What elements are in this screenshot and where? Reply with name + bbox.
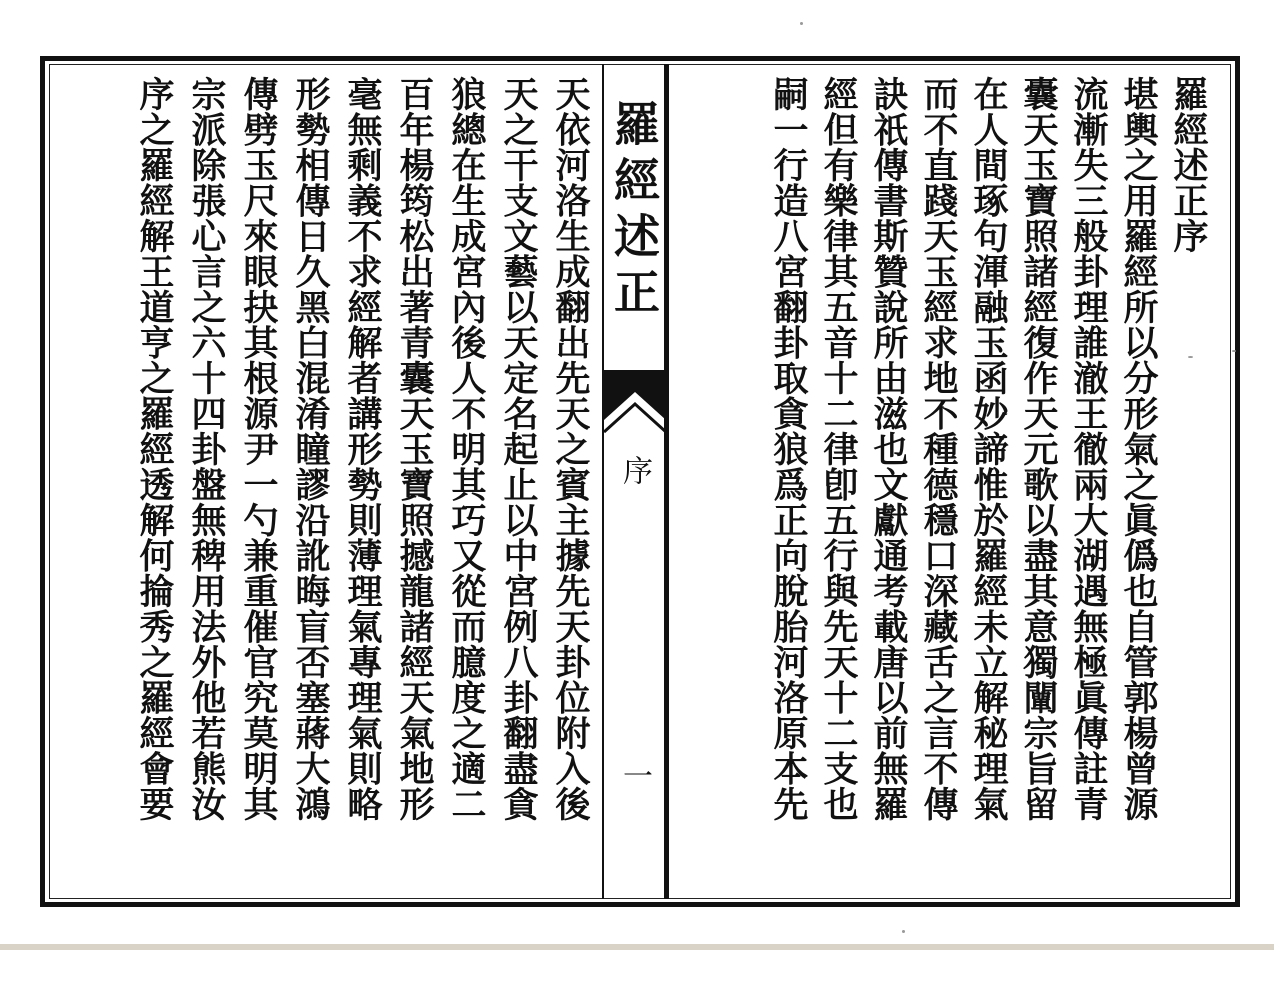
scan-speckle [800, 22, 803, 25]
spine-section-label: 序 [617, 455, 652, 485]
left-col-2: 天之干支文藝以天定名起止以中宮例八卦翻盡貪 [498, 76, 539, 822]
right-col-1: 羅經述正序 [1168, 76, 1209, 254]
right-col-4: 囊天玉寶照諸經復作天元歌以盡其意獨闡宗旨留 [1018, 76, 1059, 822]
right-col-9: 嗣一行造八宮翻卦取貪狼爲正向脫胎河洛原本先 [768, 76, 809, 822]
scan-speckle [1232, 350, 1236, 352]
right-col-2: 堪輿之用羅經所以分形氣之眞僞也自管郭楊曾源 [1118, 76, 1159, 822]
left-col-4: 百年楊筠松出著青囊天玉寶照撼龍諸經天氣地形 [394, 76, 435, 822]
fishtail-ornament [604, 370, 666, 450]
spine-rule-right [664, 64, 669, 899]
right-col-3: 流漸失三般卦理誰澈王徹兩大湖遇無極眞傳註青 [1068, 76, 1109, 822]
left-col-1: 天依河洛生成翻出先天之賓主據先天卦位附入後 [550, 76, 591, 822]
spine-rule-left [602, 64, 604, 899]
spine-page-number: 一 [617, 760, 652, 790]
scan-speckle [902, 930, 905, 933]
right-col-7: 訣祇傳書斯贊說所由滋也文獻通考載唐以前無羅 [868, 76, 909, 822]
right-col-6: 而不直踐天玉經求地不種德穩口深藏舌之言不傳 [918, 76, 959, 822]
left-col-3: 狼總在生成宮內後人不明其巧又從而臆度之適二 [446, 76, 487, 822]
scan-speckle [1188, 356, 1193, 358]
right-col-8: 經但有樂律其五音十二律卽五行與先天十二支也 [818, 76, 859, 822]
left-col-7: 傳劈玉尺來眼抉其根源尹一勺兼重催官究莫明其 [238, 76, 279, 822]
left-col-6: 形勢相傳日久黑白混淆瞳謬沿訛晦盲否塞蔣大鴻 [290, 76, 331, 822]
right-col-5: 在人間琢句渾融玉函妙諦惟於羅經未立解秘理氣 [968, 76, 1009, 822]
left-col-8: 宗派除張心言之六十四卦盤無稗用法外他若熊汝 [186, 76, 227, 822]
page-bottom-edge [0, 944, 1274, 950]
spine-book-title: 羅經述正 [607, 100, 661, 324]
left-col-5: 毫無剩義不求經解者講形勢則薄理氣專理氣則略 [342, 76, 383, 822]
left-col-9: 序之羅經解王道亨之羅經透解何掄秀之羅經會要 [134, 76, 175, 822]
